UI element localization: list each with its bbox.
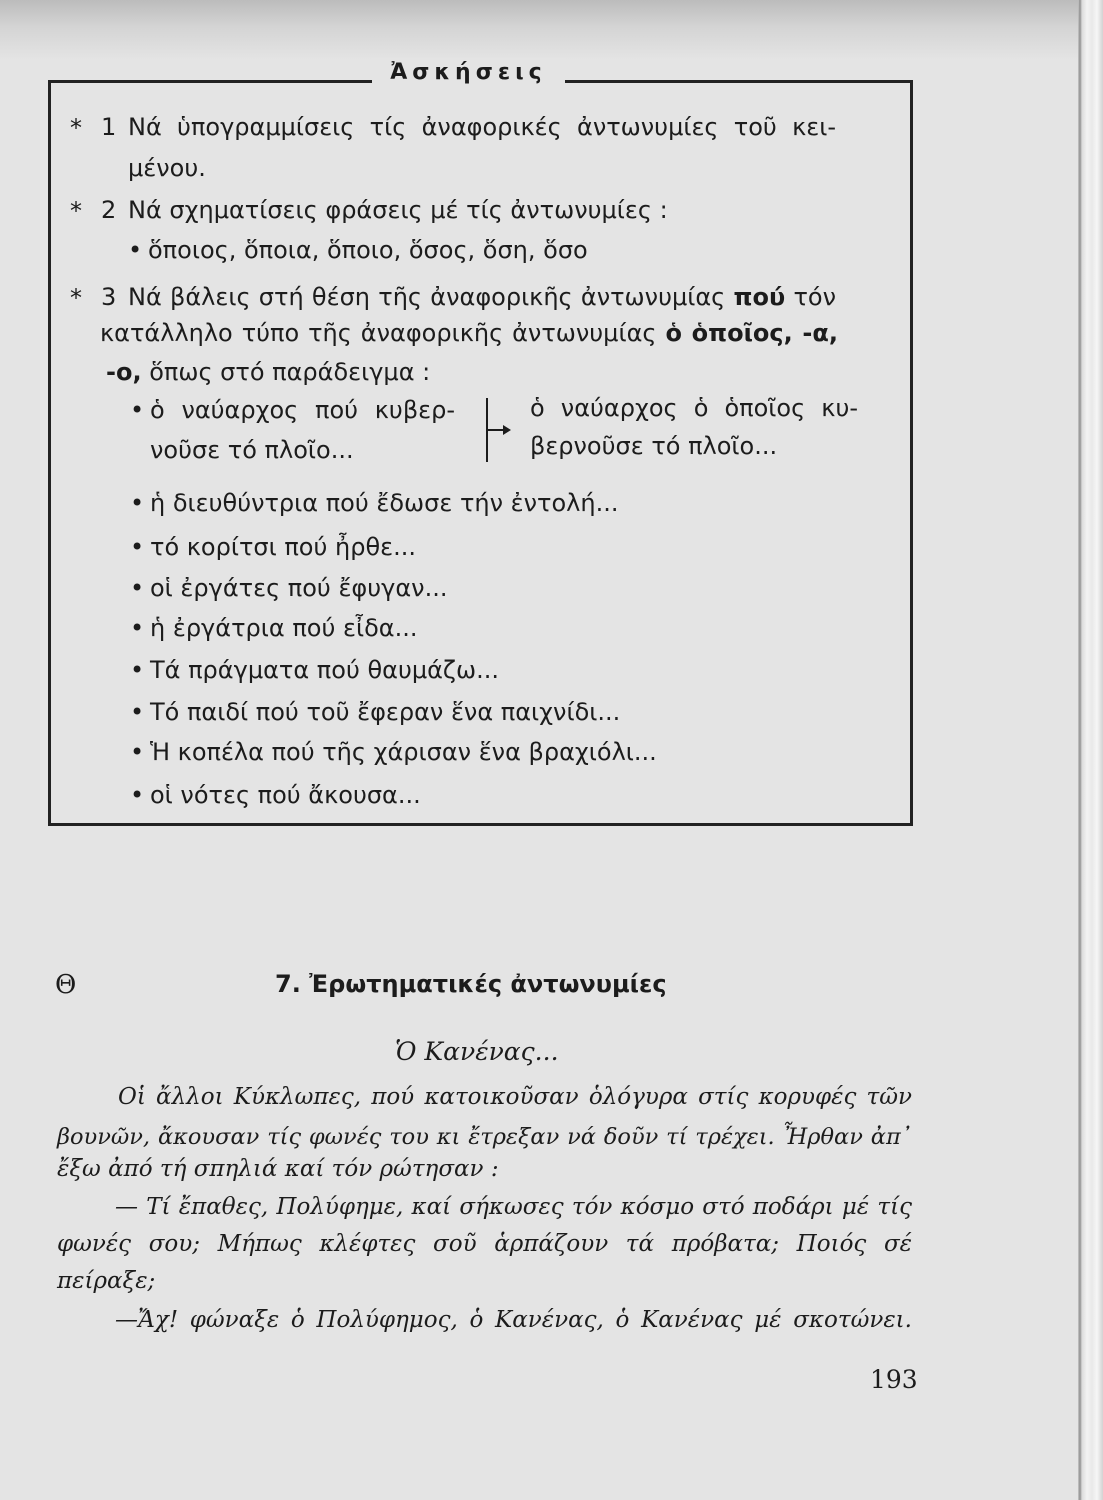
story-line: Οἱ ἄλλοι Κύκλωπες, πού κατοικοῦσαν ὁλόγυρα στίς κορυφές τῶν (118, 1084, 912, 1110)
exercise-3-marker: * (70, 284, 82, 312)
story-subtitle: Ὁ Κανένας... (395, 1037, 559, 1066)
exercise-2-instruction: Νά σχηματίσεις φράσεις μέ τίς ἀντωνυμίες : (128, 196, 668, 224)
example-left-line: • ὁ ναύαρχος πού κυβερ- (128, 395, 455, 425)
story-line: ἔξω ἀπό τή σπηλιά καί τόν ρώτησαν : (57, 1156, 499, 1182)
exercise-item: • οἱ ἐργάτες πού ἔφυγαν... (128, 573, 447, 603)
section-heading: 7. Ἐρωτηματικές ἀντωνυμίες (275, 970, 667, 998)
example-right-line: βερνοῦσε τό πλοῖο... (530, 432, 778, 460)
example-right-line: ὁ ναύαρχος ὁ ὁποῖος κυ- (530, 394, 858, 422)
story-line: πείραξε; (57, 1268, 156, 1294)
story-line: φωνές σου; Μήπως κλέφτες σοῦ ἁρπάζουν τά πρόβατα; Ποιός σέ (57, 1231, 912, 1257)
exercises-title: Ἀσκήσεις (372, 58, 565, 88)
exercise-2-marker: * (70, 197, 82, 225)
exercise-3-text: ὅπως στό παράδειγμα : (141, 358, 431, 386)
arrow-right-icon (478, 396, 514, 464)
story-line: — Τί ἔπαθες, Πολύφημε, καί σήκωσες τόν κόσμο στό ποδάρι μέ τίς (115, 1194, 912, 1220)
exercise-item: • τό κορίτσι πού ἦρθε... (128, 532, 416, 562)
exercise-1-marker: * (70, 114, 82, 142)
exercise-3-line (106, 357, 430, 387)
exercise-item: • οἱ νότες πού ἄκουσα... (128, 780, 421, 810)
example-left-line: νοῦσε τό πλοῖο... (150, 436, 354, 464)
exercise-item: • Τά πράγματα πού θαυμάζω... (128, 655, 499, 685)
exercise-1-line: Νά ὑπογραμμίσεις τίς ἀναφορικές ἀντωνυμίες τοῦ κει- (128, 113, 836, 141)
exercise-2-number: 2 (101, 196, 117, 224)
exercise-item: • Ἡ κοπέλα πού τῆς χάρισαν ἕνα βραχιόλι... (128, 737, 657, 767)
exercise-3-text: κατάλληλο τύπο τῆς ἀναφορικῆς ἀντωνυμίας (100, 319, 666, 347)
exercise-3-text: τόν (785, 283, 836, 311)
exercise-3-bold-text: ὁ ὁποῖος, -α, (665, 319, 838, 347)
exercise-3-number: 3 (101, 283, 117, 311)
exercise-1-line: μένου. (128, 154, 206, 182)
story-line: —Ἄχ! φώναξε ὁ Πολύφημος, ὁ Κανένας, ὁ Κανένας μέ σκοτώνει. (115, 1307, 912, 1333)
exercise-3-line (128, 282, 836, 312)
exercise-item: • Τό παιδί πού τοῦ ἔφεραν ἕνα παιχνίδι... (128, 697, 620, 727)
exercise-item: • ἡ ἐργάτρια πού εἶδα... (128, 613, 417, 643)
exercise-3-bold-text: πού (733, 283, 786, 311)
exercise-3-bold-text: -ο, (106, 358, 142, 386)
exercise-item: • ἡ διευθύντρια πού ἔδωσε τήν ἐντολή... (128, 488, 618, 518)
exercise-3-line (100, 318, 838, 348)
page-number: 193 (870, 1365, 918, 1394)
section-marker: Θ (55, 970, 77, 1000)
story-line: βουνῶν, ἄκουσαν τίς φωνές του κι ἔτρεξαν νά δοῦν τί τρέχει. Ἦρθαν ἀπ᾽ (57, 1124, 912, 1150)
page-edge (1078, 0, 1103, 1500)
top-shadow (0, 0, 1103, 60)
exercise-2-bullet-item: • ὅποιος, ὅποια, ὅποιο, ὅσος, ὅση, ὅσο (126, 235, 588, 265)
exercise-3-text: Νά βάλεις στή θέση τῆς ἀναφορικῆς ἀντωνυμίας (128, 283, 734, 311)
exercise-1-number: 1 (101, 113, 117, 141)
